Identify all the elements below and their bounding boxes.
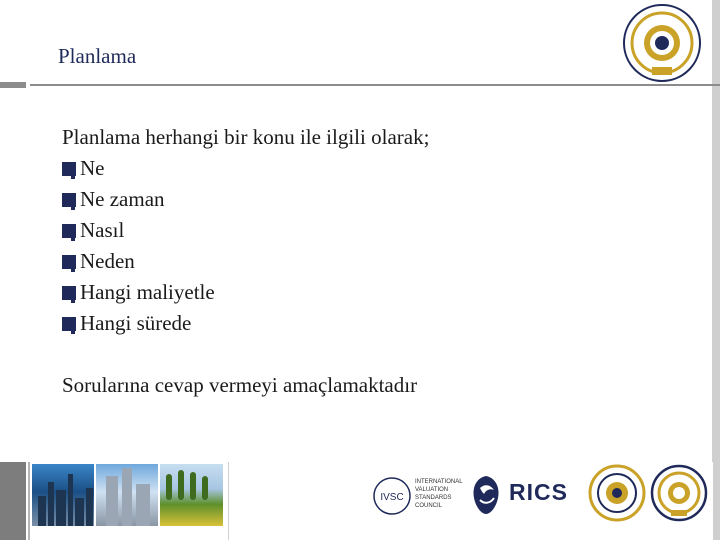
header-accent-block xyxy=(0,82,26,88)
square-bullet-icon xyxy=(62,255,76,269)
ivsc-mark-text: IVSC xyxy=(380,492,404,503)
list-item-label: Ne zaman xyxy=(80,187,165,211)
list-item-label: Hangi maliyetle xyxy=(80,280,215,304)
list-item-label: Hangi sürede xyxy=(80,311,192,335)
list-item-label: Nasıl xyxy=(80,218,125,242)
square-bullet-icon xyxy=(62,224,76,238)
seal-logo-navy xyxy=(650,464,708,522)
list-item xyxy=(62,184,429,215)
university-seal-logo xyxy=(622,3,702,83)
intro-text: Planlama herhangi bir konu ile ilgili olarak; xyxy=(62,125,430,149)
seal-logo-gold xyxy=(588,464,646,522)
landscape-photo xyxy=(160,464,223,526)
city-skyline-photo xyxy=(32,464,94,526)
list-item xyxy=(62,215,429,246)
ivsc-logo xyxy=(372,476,412,516)
list-item-label: Ne xyxy=(80,156,105,180)
closing-text: Sorularına cevap vermeyi amaçlamaktadır xyxy=(62,373,418,397)
square-bullet-icon xyxy=(62,317,76,331)
rics-lion-icon xyxy=(468,474,504,516)
slide-body xyxy=(62,122,429,401)
header-divider xyxy=(30,84,720,86)
list-item xyxy=(62,153,429,184)
square-bullet-icon xyxy=(62,193,76,207)
ivsc-name: INTERNATIONAL VALUATION STANDARDS COUNCIL xyxy=(415,479,463,509)
list-item xyxy=(62,277,429,308)
right-decor-bar xyxy=(712,0,720,540)
list-item xyxy=(62,308,429,339)
list-item xyxy=(62,246,429,277)
towers-photo xyxy=(96,464,158,526)
question-list xyxy=(62,153,429,339)
footer-accent-line xyxy=(28,462,30,540)
footer-accent-block xyxy=(0,462,26,540)
list-item-label: Neden xyxy=(80,249,135,273)
square-bullet-icon xyxy=(62,286,76,300)
slide-title: Planlama xyxy=(58,44,137,68)
rics-logo-text: RICS xyxy=(509,479,568,505)
square-bullet-icon xyxy=(62,162,76,176)
